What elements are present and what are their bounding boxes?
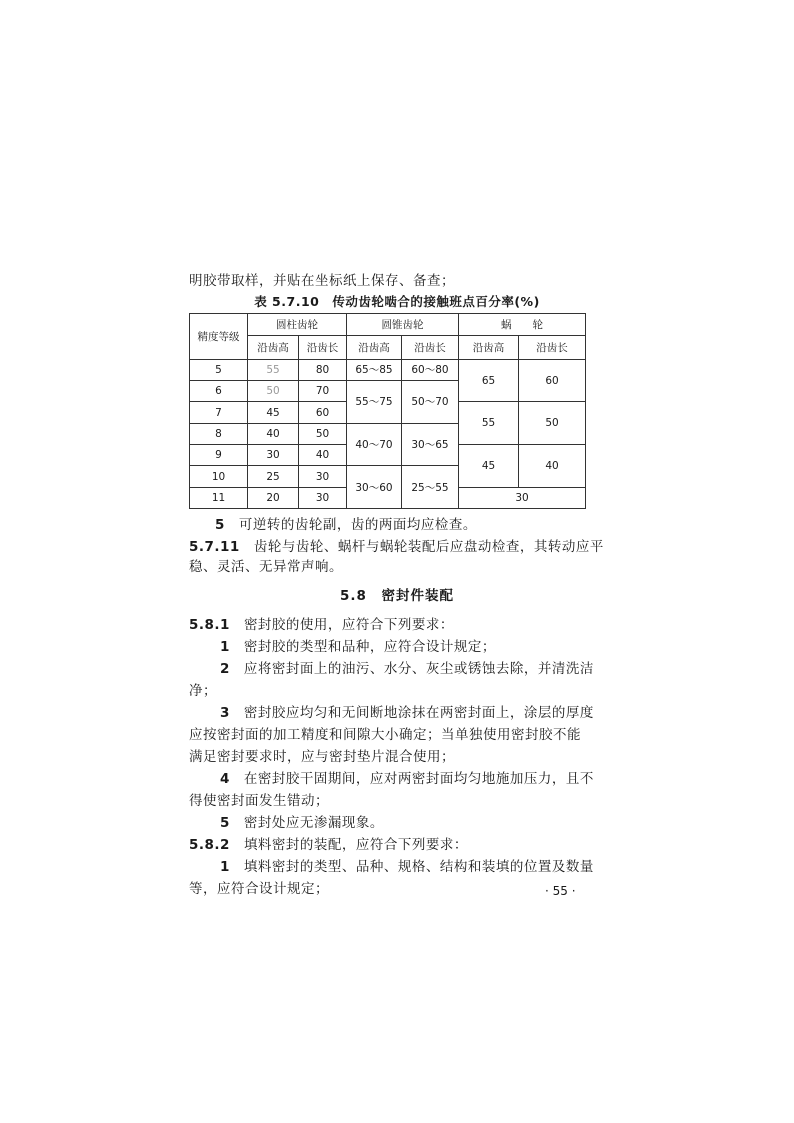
cyl-length-cell: 80 (299, 359, 347, 380)
item-continuation: 应按密封面的加工精度和间隙大小确定；当单独使用密封胶不能 (189, 727, 581, 743)
header-bevel-length: 沿齿长 (402, 336, 459, 359)
clause-5-7-11-line1 (189, 538, 604, 556)
top-line: 明胶带取样，并贴在坐标纸上保存、备查； (189, 273, 455, 289)
grade-cell: 11 (190, 487, 248, 508)
grade-cell: 7 (190, 402, 248, 423)
grade-cell: 6 (190, 381, 248, 402)
grade-cell: 9 (190, 445, 248, 466)
header-bevel-height: 沿齿高 (347, 336, 402, 359)
item-number: 1 (220, 859, 230, 875)
item-number: 5 (215, 517, 225, 533)
clause-text: 齿轮与齿轮、蜗杆与蜗轮装配后应盘动检查，其转动应平 (253, 539, 604, 555)
grade-cell: 8 (190, 423, 248, 444)
worm-height-cell: 65 (459, 359, 519, 402)
item-continuation: 满足密封要求时，应与密封垫片混合使用； (189, 749, 455, 765)
item-text: 在密封胶干固期间，应对两密封面均匀地施加压力，且不 (243, 771, 594, 787)
cyl-length-cell: 50 (299, 423, 347, 444)
cyl-height-cell: 45 (248, 402, 299, 423)
clause-number: 5.8.2 (189, 837, 230, 853)
worm-height-cell: 55 (459, 402, 519, 445)
section-title (0, 584, 794, 604)
bevel-length-cell: 50～70 (402, 381, 459, 424)
worm-last-cell: 30 (459, 487, 586, 508)
section-heading: 密封件装配 (381, 588, 454, 604)
cyl-length-cell: 60 (299, 402, 347, 423)
contact-spot-table (189, 313, 586, 509)
item-line (220, 660, 594, 678)
cyl-length-cell: 30 (299, 487, 347, 508)
clause-5-8-1-line (189, 616, 454, 634)
header-worm: 蜗 轮 (459, 314, 586, 336)
item-number: 1 (220, 639, 230, 655)
worm-height-cell: 45 (459, 445, 519, 488)
page-number: · 55 · (545, 884, 576, 898)
item-line (220, 858, 594, 876)
bevel-height-cell: 55～75 (347, 381, 402, 424)
item-text: 密封处应无渗漏现象。 (243, 815, 384, 831)
item-text: 密封胶的类型和品种，应符合设计规定； (243, 639, 496, 655)
section-number: 5.8 (340, 588, 367, 604)
header-cylindrical: 圆柱齿轮 (248, 314, 347, 336)
item-continuation: 净； (189, 683, 217, 699)
header-worm-length: 沿齿长 (519, 336, 586, 359)
cyl-length-cell: 30 (299, 466, 347, 487)
item-number: 5 (220, 815, 230, 831)
cyl-height-cell: 30 (248, 445, 299, 466)
grade-cell: 10 (190, 466, 248, 487)
cyl-height-cell: 40 (248, 423, 299, 444)
clause-number: 5.7.11 (189, 539, 240, 555)
clause-5-7-11-line2: 稳、灵活、无异常声响。 (189, 559, 343, 575)
cyl-height-cell: 25 (248, 466, 299, 487)
item-continuation: 得使密封面发生错动； (189, 793, 329, 809)
header-bevel: 圆锥齿轮 (347, 314, 459, 336)
worm-length-cell: 40 (519, 445, 586, 488)
worm-length-cell: 60 (519, 359, 586, 402)
header-worm-height: 沿齿高 (459, 336, 519, 359)
clause-number: 5.8.1 (189, 617, 230, 633)
bevel-height-cell: 65～85 (347, 359, 402, 380)
item-number: 3 (220, 705, 230, 721)
item-text: 可逆转的齿轮副，齿的两面均应检查。 (238, 517, 477, 533)
cyl-height-cell: 20 (248, 487, 299, 508)
bevel-height-cell: 40～70 (347, 423, 402, 466)
item-line (220, 638, 496, 656)
item-line (220, 704, 594, 722)
bevel-height-cell: 30～60 (347, 466, 402, 509)
item-text: 应将密封面上的油污、水分、灰尘或锈蚀去除，并清洗洁 (243, 661, 594, 677)
grade-cell: 5 (190, 359, 248, 380)
bevel-length-cell: 25～55 (402, 466, 459, 509)
item-text: 密封胶应均匀和无间断地涂抹在两密封面上，涂层的厚度 (243, 705, 594, 721)
header-grade: 精度等级 (190, 314, 248, 360)
item-text: 填料密封的类型、品种、规格、结构和装填的位置及数量 (243, 859, 594, 875)
cyl-length-cell: 40 (299, 445, 347, 466)
worm-length-cell: 50 (519, 402, 586, 445)
cyl-length-cell: 70 (299, 381, 347, 402)
header-cyl-length: 沿齿长 (299, 336, 347, 359)
item-number: 2 (220, 661, 230, 677)
item-number: 4 (220, 771, 230, 787)
item-line (220, 814, 384, 832)
item-5-line (215, 516, 477, 534)
item-continuation: 等，应符合设计规定； (189, 881, 329, 897)
header-cyl-height: 沿齿高 (248, 336, 299, 359)
bevel-length-cell: 60～80 (402, 359, 459, 380)
clause-text: 填料密封的装配，应符合下列要求： (243, 837, 468, 853)
clause-text: 密封胶的使用，应符合下列要求： (243, 617, 454, 633)
clause-5-8-2-line (189, 836, 468, 854)
item-line (220, 770, 594, 788)
cyl-height-cell: 55 (248, 359, 299, 380)
cyl-height-cell: 50 (248, 381, 299, 402)
table-caption: 表 5.7.10 传动齿轮啮合的接触班点百分率(%) (254, 294, 540, 309)
bevel-length-cell: 30～65 (402, 423, 459, 466)
